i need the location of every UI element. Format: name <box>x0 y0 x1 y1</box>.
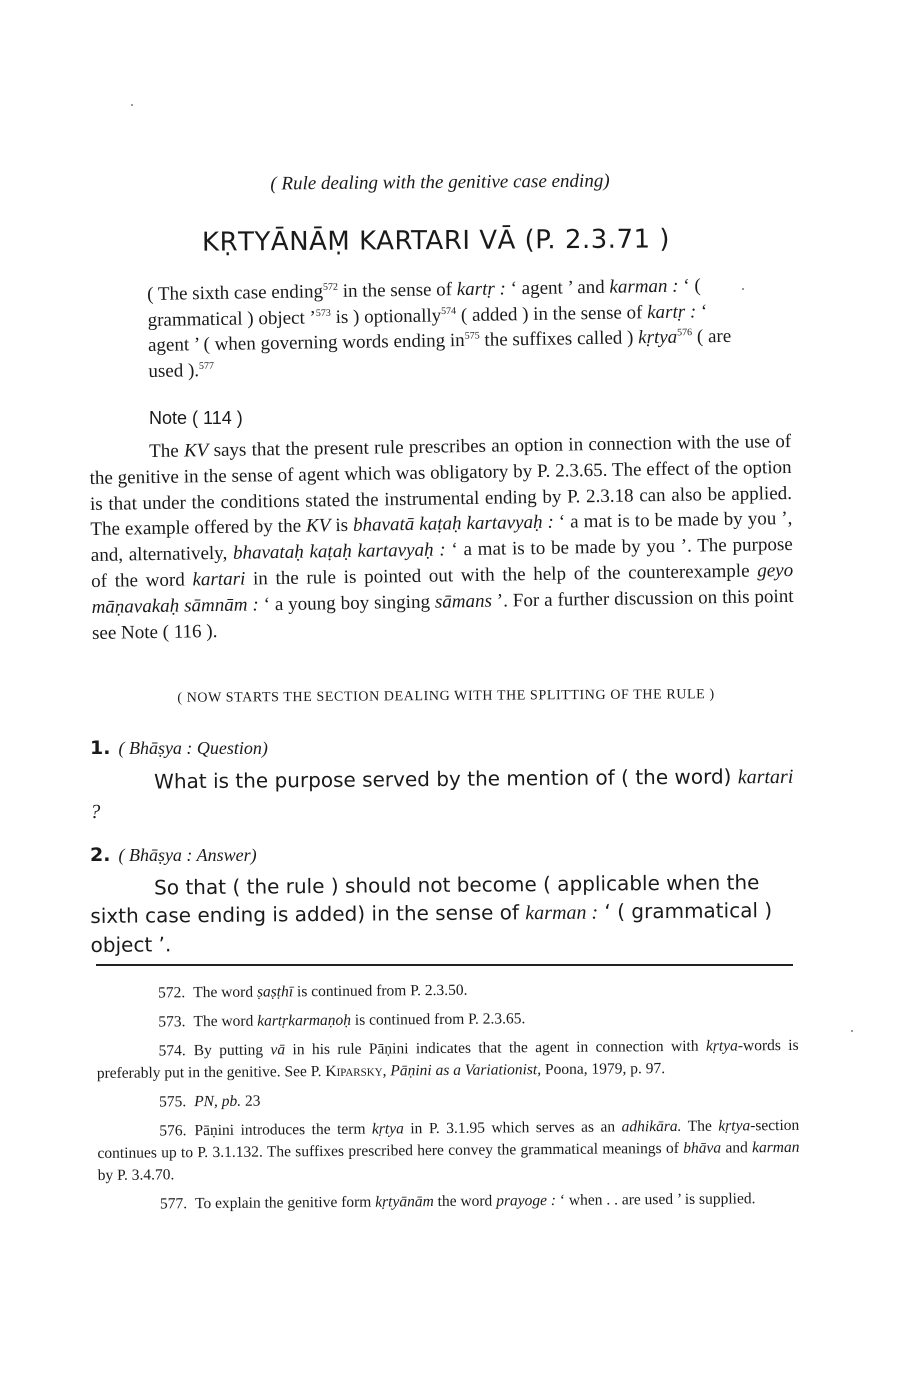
sutra-title: KṚTYĀNĀṂ KARTARI VĀ (P. 2.3.71 ) <box>201 224 671 258</box>
footnote-ref-574[interactable]: 574 <box>441 305 457 317</box>
section-heading: ( NOW STARTS THE SECTION DEALING WITH THE SPLITTING OF THE RULE ) <box>177 687 715 706</box>
footnote-ref-575[interactable]: 575 <box>464 330 480 342</box>
note-label: Note ( 114 ) <box>149 408 243 428</box>
footnote-573: 573. The word kartṛkarmaṇoḥ is continued from P. 2.3.65. <box>158 1010 526 1031</box>
footnote-divider <box>96 964 793 966</box>
bhasya-number: 2. <box>90 844 111 866</box>
footnote-574: 574. By putting vā in his rule Pāṇini indicates that the agent in connection with kṛtya-words is preferably put in the genitive. See P. Kiparsky, Pāṇini as a Variationist, Poona, 1979, p. 97. <box>96 1036 799 1082</box>
footnote-575: 575. PN, pb. 23 <box>158 1092 261 1111</box>
sutra-translation: ( The sixth case ending$^{572}$ in the sense of kartṛ : ‘ agent ’ and karman : ‘ ( grammatical ) object ’$^{573}$ is ) optionally$^{574}$ ( added ) in the sense of kartṛ : ‘ agent ’ ( when governing words ending $in^{575}$ the suffixes called ) kṛtya$^{576}$ ( are used ).$^{577}$ <box>147 275 732 382</box>
scan-speck <box>131 104 133 106</box>
note-body: The KV says that the present rule prescribes an option in connection with the use of the genitive in the sense of agent which was obligatory by P. 2.3.65. The effect of the option is that under the conditions stated the instrumental ending by P. 2.3.18 can also be applied. The example offered by the KV is bhavatā kaṭaḥ kartavyaḥ : ‘ a mat is to be made by you ’, and, alternatively, bhavataḥ kaṭaḥ kartavyaḥ : ‘ a mat is to be made by you ’. The purpose of the word kartari in the rule is pointed out with the help of the counterexample geyo māṇavakaḥ sāmnām : ‘ a young boy singing sāmans ’. For a further discussion on this point see Note ( 116 ). <box>89 430 794 644</box>
bhasya-number: 1. <box>90 737 111 759</box>
rule-caption: ( Rule dealing with the genitive case ending) <box>270 170 610 195</box>
footnote-ref-572[interactable]: 572 <box>322 281 339 293</box>
footnote-572: 572. The word ṣaṣṭhī is continued from P. 2.3.50. <box>158 981 468 1002</box>
bhasya-answer-text: So that ( the rule ) should not become ( applicable when the sixth case ending is added) in the sense of karman : ‘ ( grammatical ) object ’. <box>90 870 773 957</box>
scan-speck <box>742 288 744 290</box>
bhasya-label: ( Bhāṣya : Answer) <box>118 845 257 865</box>
footnote-ref-573[interactable]: 573 <box>315 307 331 319</box>
bhasya-answer-heading <box>90 844 257 866</box>
footnotes <box>96 977 800 1223</box>
footnote-ref-576[interactable]: 576 <box>677 327 693 339</box>
scan-speck <box>851 1030 853 1032</box>
bhasya-question-text: What is the purpose served by the mention of ( the word) kartari ? <box>90 764 794 823</box>
footnote-577: 577. To explain the genitive form kṛtyānām the word prayoge : ‘ when . . are used ’ is supplied. <box>159 1190 756 1213</box>
footnote-576: 576. Pāṇini introduces the term kṛtya in P. 3.1.95 which serves as an adhikāra. The kṛtya-section continues up to P. 3.1.132. The suffixes prescribed here convey the grammatical meanings of bhāva and karman by P. 3.4.70. <box>97 1116 800 1184</box>
footnote-ref-577[interactable]: 577 <box>198 360 215 372</box>
bhasya-label: ( Bhāṣya : Question) <box>118 738 268 758</box>
bhasya-question-heading <box>90 737 268 759</box>
